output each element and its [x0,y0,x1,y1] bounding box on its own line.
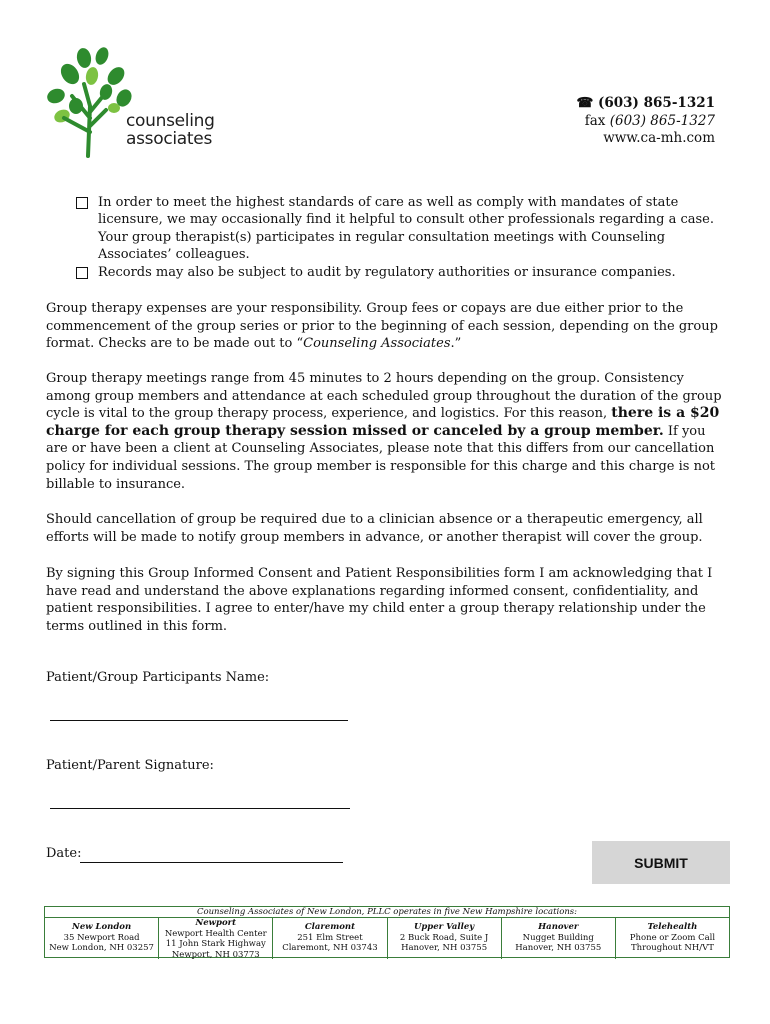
name-input-line[interactable] [50,720,348,721]
tree-logo-icon [44,46,134,158]
consent-checklist [76,194,726,281]
location-telehealth [616,918,729,959]
location-new-london [45,918,159,959]
paragraph-text: Group therapy expenses are your responsibility. Group fees or copays are due either prior to the commencement of the group series or prior to the beginning of each session, depending on the group format. Checks are to be made out to “ [46,301,718,352]
paragraph-cancellation: Should cancellation of group be required due to a clinician absence or a therapeutic emergency, all efforts will be made to notify group members in advance, or another therapist will cover the group. [46,512,703,545]
contact-info [576,95,715,148]
location-method: Phone or Zoom Call [629,932,716,943]
location-building: Nugget Building [522,932,594,943]
name-label: Patient/Group Participants Name: [46,670,270,685]
location-title: Telehealth [647,922,698,932]
signature-label: Patient/Parent Signature: [46,758,214,773]
phone-number: ☎ (603) 865-1321 [576,95,715,111]
footer-caption: Counseling Associates of New London, PLLC operates in five New Hampshire locations: [45,907,729,917]
checklist-text: In order to meet the highest standards of care as well as comply with mandates of state licensure, we may occasionally find it helpful to consult other professionals regarding a case. Your group therapist(s) participates in regular consultation meetings with Counseling Associates’ colleagues. [98,195,715,263]
logo-wordmark [126,112,215,148]
location-newport [159,918,273,959]
company-logo [44,46,234,158]
audit-checkbox[interactable] [76,267,88,279]
missed-session-charge: there is a $20 charge for each group therapy session missed or canceled by a group member. [46,405,720,439]
location-title: Upper Valley [413,922,475,932]
signature-input-line[interactable] [50,808,350,809]
location-coverage: Throughout NH/VT [630,943,714,953]
date-label: Date: [46,846,82,861]
location-address: 251 Elm Street [297,932,363,943]
location-city: Newport, NH 03773 [171,949,260,960]
checklist-item-consultation [76,194,726,264]
date-input-line[interactable] [80,862,343,863]
paragraph-text: Group therapy meetings range from 45 minutes to 2 hours depending on the group. Consistency among group members and attendance at each scheduled group throughout the duration of the group cycle is vital to the group therapy process, experience, and logistics. For this reason, [46,371,722,422]
payee-name: Counseling Associates [303,336,451,352]
location-city: New London, NH 03257 [49,943,154,953]
location-claremont [273,918,387,959]
location-title: Hanover [538,922,579,932]
location-city: Claremont, NH 03743 [282,943,378,953]
location-address: 35 Newport Road [63,932,140,943]
location-hanover [502,918,616,959]
location-address: 2 Buck Road, Suite J [399,932,489,943]
fax-label: fax [584,112,606,129]
fax-number: (603) 865-1327 [609,112,715,129]
checklist-item-audit [76,264,726,281]
logo-line1: counseling [126,111,215,131]
location-title: Claremont [304,922,356,932]
locations-footer [44,906,730,958]
location-building: Newport Health Center [164,928,267,939]
fax-line [576,113,715,131]
location-city: Hanover, NH 03755 [401,943,488,953]
checklist-text: Records may also be subject to audit by regulatory authorities or insurance companies. [98,264,676,280]
paragraph-text: If you are or have been a client at Counseling Associates, please note that this differs from our cancellation policy for individual sessions. The group member is responsible for this charge and this charge is not billable to insurance. [46,423,716,492]
location-title: Newport [195,918,237,928]
location-upper-valley [388,918,502,959]
submit-button[interactable]: SUBMIT [592,841,730,884]
location-city: Hanover, NH 03755 [515,943,602,953]
paragraph-text: .” [450,336,462,352]
paragraph-attendance [46,370,726,493]
locations-row [45,917,729,959]
location-address: 11 John Stark Highway [165,939,266,949]
website[interactable]: www.ca-mh.com [603,130,715,146]
logo-line2: associates [126,129,213,149]
paragraph-acknowledgement: By signing this Group Informed Consent and Patient Responsibilities form I am acknowledging that I have read and understand the above explanations regarding informed consent, confidentiality, and patient responsibilities. I agree to enter/have my child enter a group therapy relationship under the terms outlined in this form. [46,566,713,634]
consultation-checkbox[interactable] [76,197,88,209]
paragraph-expenses [46,300,726,353]
location-title: New London [72,922,132,932]
